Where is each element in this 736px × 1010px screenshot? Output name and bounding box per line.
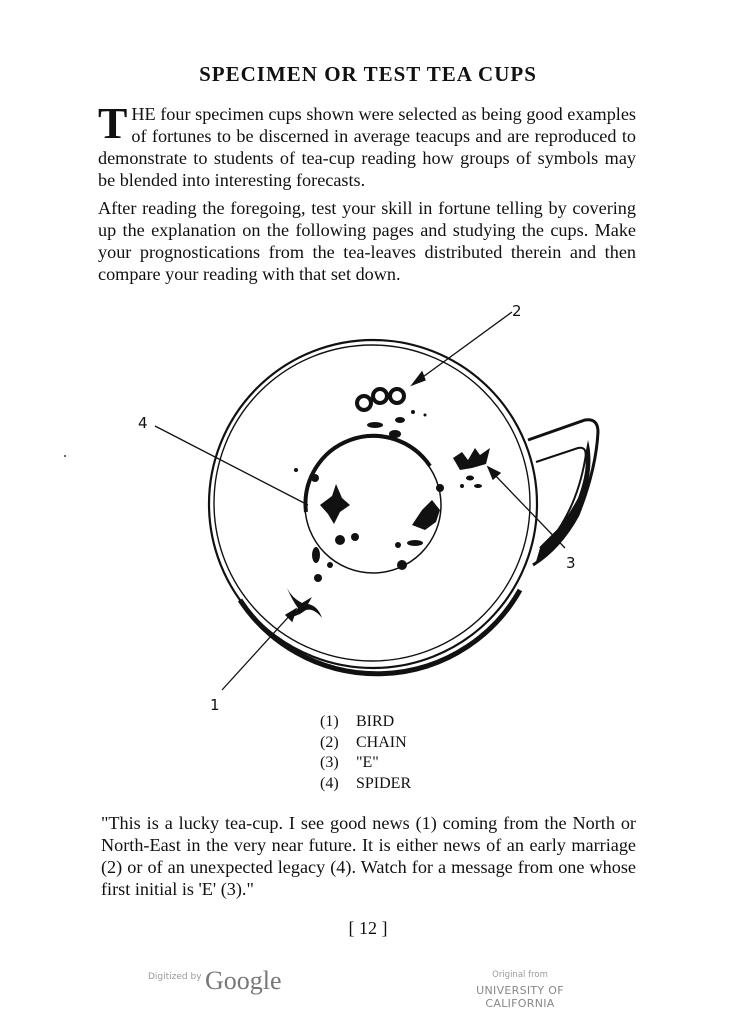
- reading-paragraph: "This is a lucky tea-cup. I see good news (1) coming from the North or North-East in the very near future. It is either news of an early marriage (2) or of an unexpected legacy (4). Watch for a message from one whose first initial is 'E' (3).": [101, 813, 636, 899]
- symbol-legend: [320, 712, 411, 794]
- intro-smallcaps: HE: [131, 104, 156, 124]
- callout-3: 3: [566, 554, 576, 572]
- institution-label: UNIVERSITY OF CALIFORNIA: [476, 984, 564, 1010]
- callout-2: 2: [512, 302, 522, 320]
- instructions-paragraph: After reading the foregoing, test your skill in fortune telling by covering up the explanation on the following pages and studying the cups. Make your prognostications from the tea-leaves distributed therein and then compare your reading with that set down.: [98, 198, 636, 284]
- drop-cap: T: [98, 99, 128, 148]
- callout-1: 1: [210, 696, 220, 714]
- legend-item: (4) SPIDER: [320, 774, 412, 792]
- page-number: [ 12 ]: [348, 918, 388, 938]
- callout-4: 4: [138, 414, 148, 432]
- legend-item: (2) CHAIN: [320, 733, 407, 751]
- tea-leaves: [287, 410, 490, 618]
- google-logo: Google: [205, 966, 282, 995]
- page-title: SPECIMEN OR TEST TEA CUPS: [199, 62, 537, 86]
- callout-lines: [155, 312, 565, 690]
- original-from-label: Original from: [492, 970, 548, 980]
- cup-rim-outer: [209, 340, 537, 668]
- legend-item: (3) "E": [320, 754, 379, 771]
- intro-text: four specimen cups shown were selected as being good examples of fortunes to be discerned in average teacups and are reproduced to demonstrate to students of tea-cup reading how groups of symbols may be blended into interesting forecasts.: [98, 104, 636, 190]
- chain-symbol: [357, 389, 404, 410]
- digitized-by-label: Digitized by: [148, 972, 202, 982]
- legend-item: (1) BIRD: [320, 713, 395, 730]
- cup-handle: [528, 420, 598, 565]
